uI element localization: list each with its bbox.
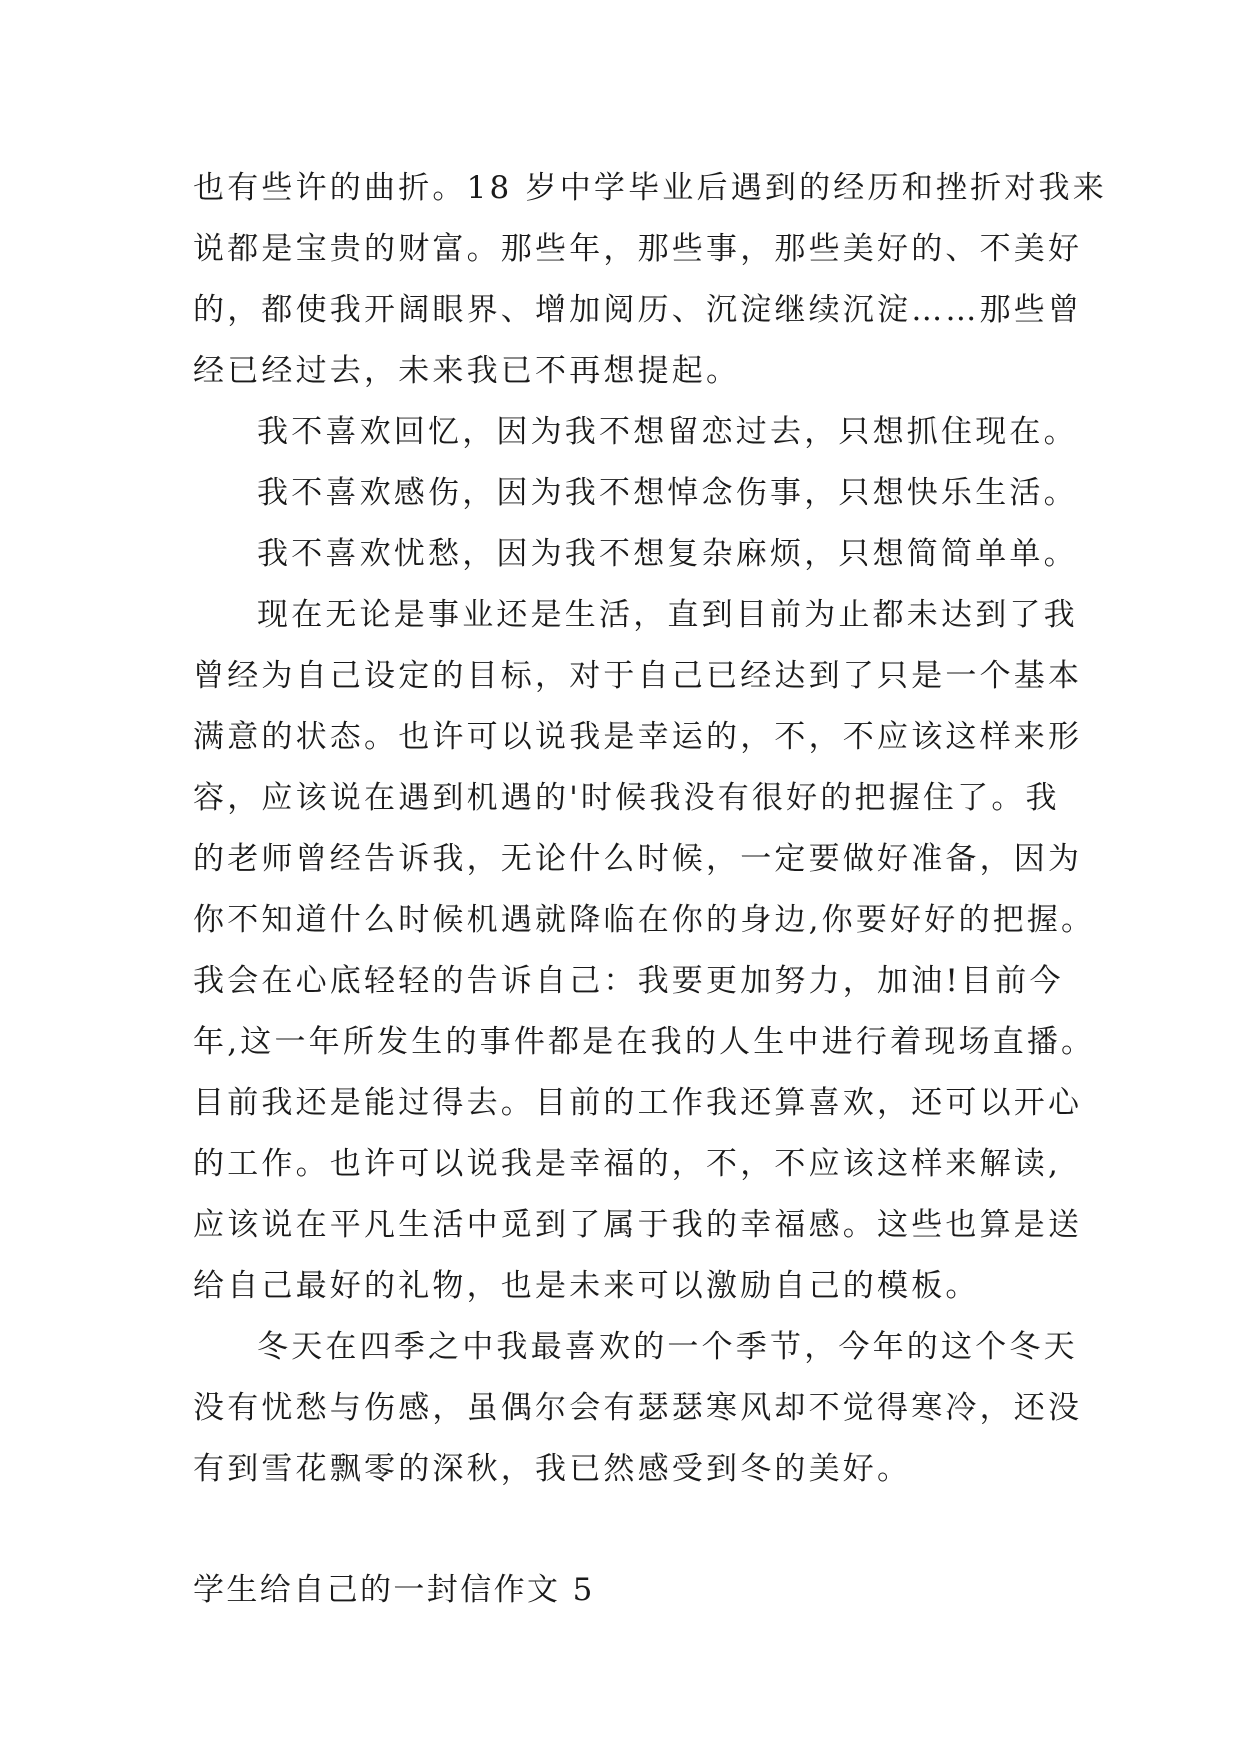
text-line: 曾经为自己设定的目标，对于自己已经达到了只是一个基本 [193,658,1083,694]
text-line: 应该说在平凡生活中觅到了属于我的幸福感。这些也算是送 [193,1207,1083,1243]
text-line: 容，应该说在遇到机遇的'时候我没有很好的把握住了。我 [193,780,1060,816]
text-line: 经已经过去，未来我已不再想提起。 [193,353,741,389]
text-line: 我不喜欢回忆，因为我不想留恋过去，只想抓住现在。 [257,414,1078,450]
text-line: 我不喜欢感伤，因为我不想悼念伤事，只想快乐生活。 [257,475,1078,511]
text-line: 说都是宝贵的财富。那些年，那些事，那些美好的、不美好 [193,231,1083,267]
text-line: 你不知道什么时候机遇就降临在你的身边,你要好好的把握。 [193,902,1096,938]
text-line: 的，都使我开阔眼界、增加阅历、沉淀继续沉淀……那些曾 [193,292,1083,328]
text-line: 的工作。也许可以说我是幸福的，不，不应该这样来解读, [193,1146,1062,1182]
text-line: 满意的状态。也许可以说我是幸运的，不，不应该这样来形 [193,719,1083,755]
text-line: 目前我还是能过得去。目前的工作我还算喜欢，还可以开心 [193,1085,1083,1121]
section-heading: 学生给自己的一封信作文 5 [193,1572,595,1608]
text-line: 现在无论是事业还是生活，直到目前为止都未达到了我 [257,597,1078,633]
text-line: 的老师曾经告诉我，无论什么时候，一定要做好准备，因为 [193,841,1083,877]
text-line: 我会在心底轻轻的告诉自己：我要更加努力，加油!目前今 [193,963,1064,999]
text-line: 年,这一年所发生的事件都是在我的人生中进行着现场直播。 [193,1024,1096,1060]
text-line: 我不喜欢忧愁，因为我不想复杂麻烦，只想简简单单。 [257,536,1078,572]
text-line: 冬天在四季之中我最喜欢的一个季节，今年的这个冬天 [257,1329,1078,1365]
text-line: 给自己最好的礼物，也是未来可以激励自己的模板。 [193,1268,980,1304]
text-line: 有到雪花飘零的深秋，我已然感受到冬的美好。 [193,1451,912,1487]
text-line: 也有些许的曲折。18 岁中学毕业后遇到的经历和挫折对我来 [193,170,1107,206]
text-line: 没有忧愁与伤感，虽偶尔会有瑟瑟寒风却不觉得寒冷，还没 [193,1390,1083,1426]
